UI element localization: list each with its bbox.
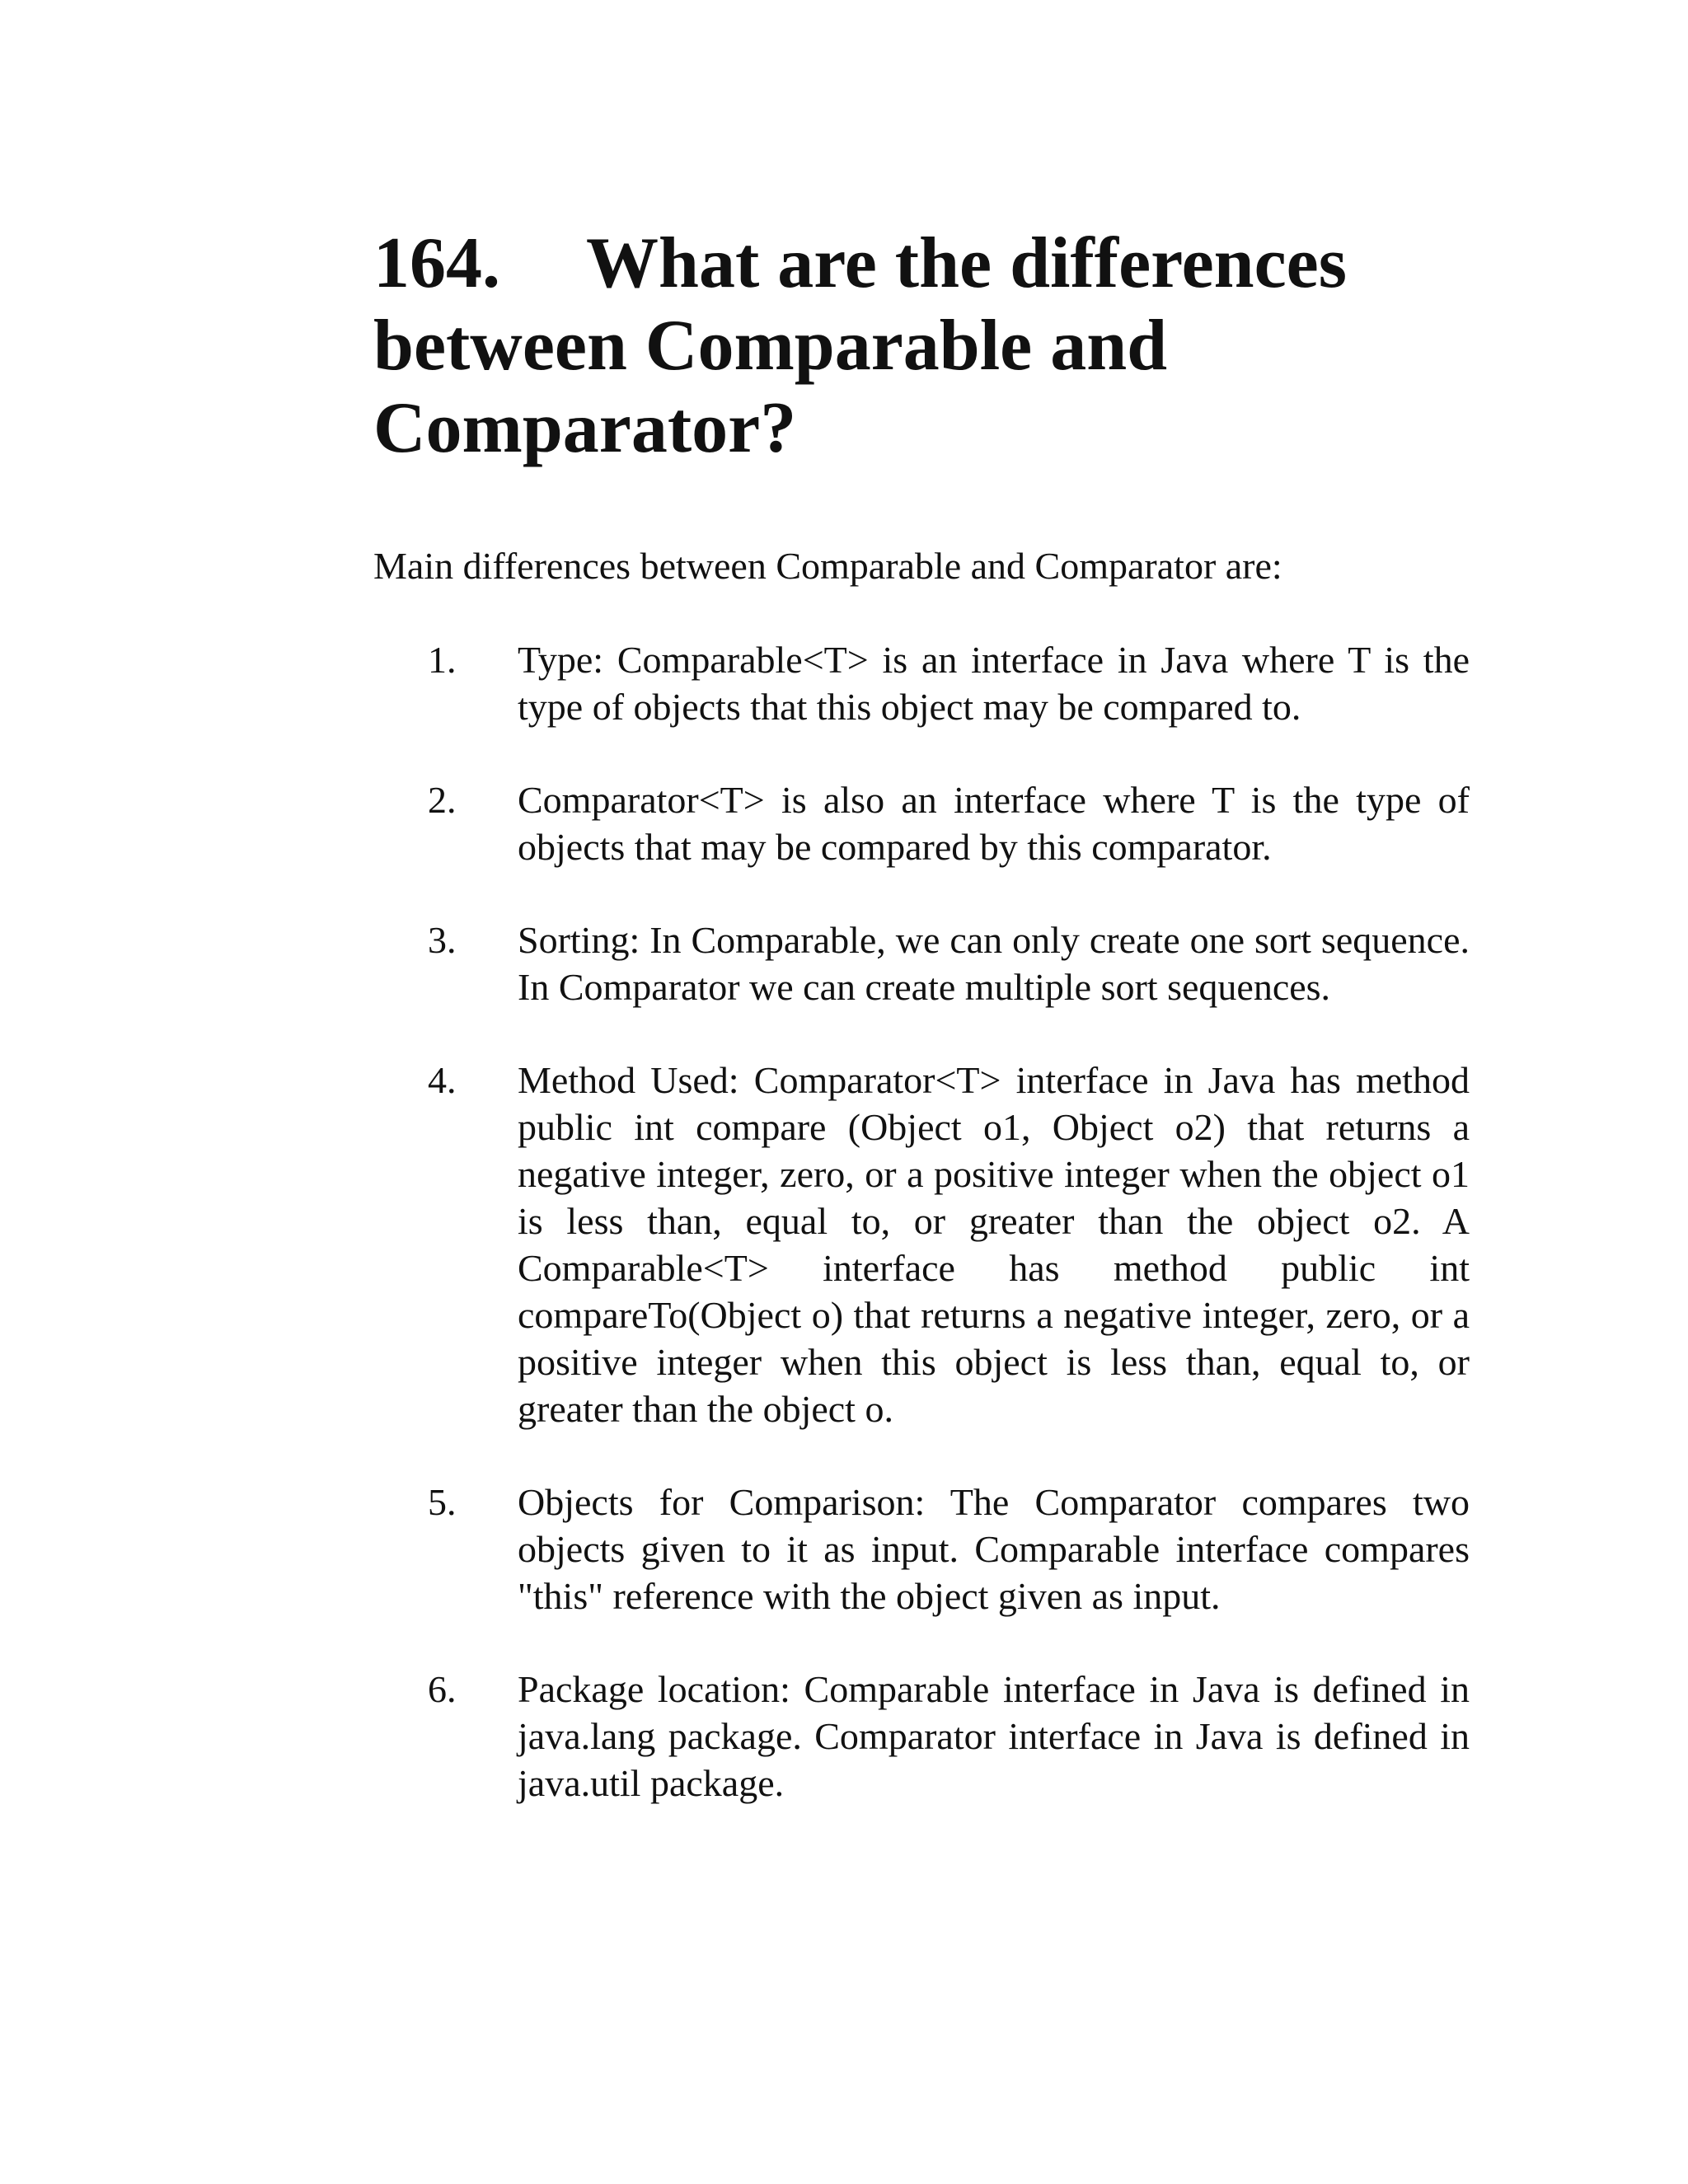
differences-list (373, 636, 1470, 1853)
list-item-text: Method Used: Comparator<T> interface in Java has method public int compare (Object o1, Object o2) that returns a negative integer, zero, or a positive integer when the object o1 is less than, equal to, or greater than the object o2. A Comparable<T> interface has method public int compareTo(Object o) that returns a negative integer, zero, or a positive integer when this object is less than, equal to, or greater than the object o. (518, 1059, 1470, 1430)
intro-paragraph: Main differences between Comparable and Comparator are: (373, 545, 1282, 587)
list-item (373, 1666, 1470, 1807)
list-item-text: Comparator<T> is also an interface where T is the type of objects that may be compared by this comparator. (518, 779, 1470, 868)
list-item (373, 916, 1470, 1010)
list-item (373, 1057, 1470, 1432)
list-item-text: Sorting: In Comparable, we can only create one sort sequence. In Comparator we can create multiple sort sequences. (518, 919, 1470, 1008)
list-item-number: 2. (428, 779, 457, 821)
heading-line-3: Comparator? (373, 388, 797, 468)
list-item-number: 1. (428, 639, 457, 681)
list-item (373, 776, 1470, 870)
list-item (373, 636, 1470, 730)
list-item (373, 1479, 1470, 1619)
list-item-number: 4. (428, 1059, 457, 1101)
heading-line-2: between Comparable and (373, 306, 1168, 386)
question-number: 164. (373, 223, 500, 303)
list-item-text: Objects for Comparison: The Comparator compares two objects given to it as input. Comparable interface compares "this" reference with the object given as input. (518, 1481, 1470, 1617)
document-page (373, 223, 1470, 1804)
heading-line-1: What are the differences (586, 223, 1347, 303)
list-item-number: 3. (428, 919, 457, 961)
list-item-text: Type: Comparable<T> is an interface in Java where T is the type of objects that this object may be compared to. (518, 639, 1470, 728)
list-item-number: 5. (428, 1481, 457, 1523)
list-item-text: Package location: Comparable interface in Java is defined in java.lang package. Comparator interface in Java is defined in java.util package. (518, 1668, 1470, 1804)
heading-first-line (373, 223, 1470, 305)
question-heading (373, 223, 1470, 470)
list-item-number: 6. (428, 1668, 457, 1710)
